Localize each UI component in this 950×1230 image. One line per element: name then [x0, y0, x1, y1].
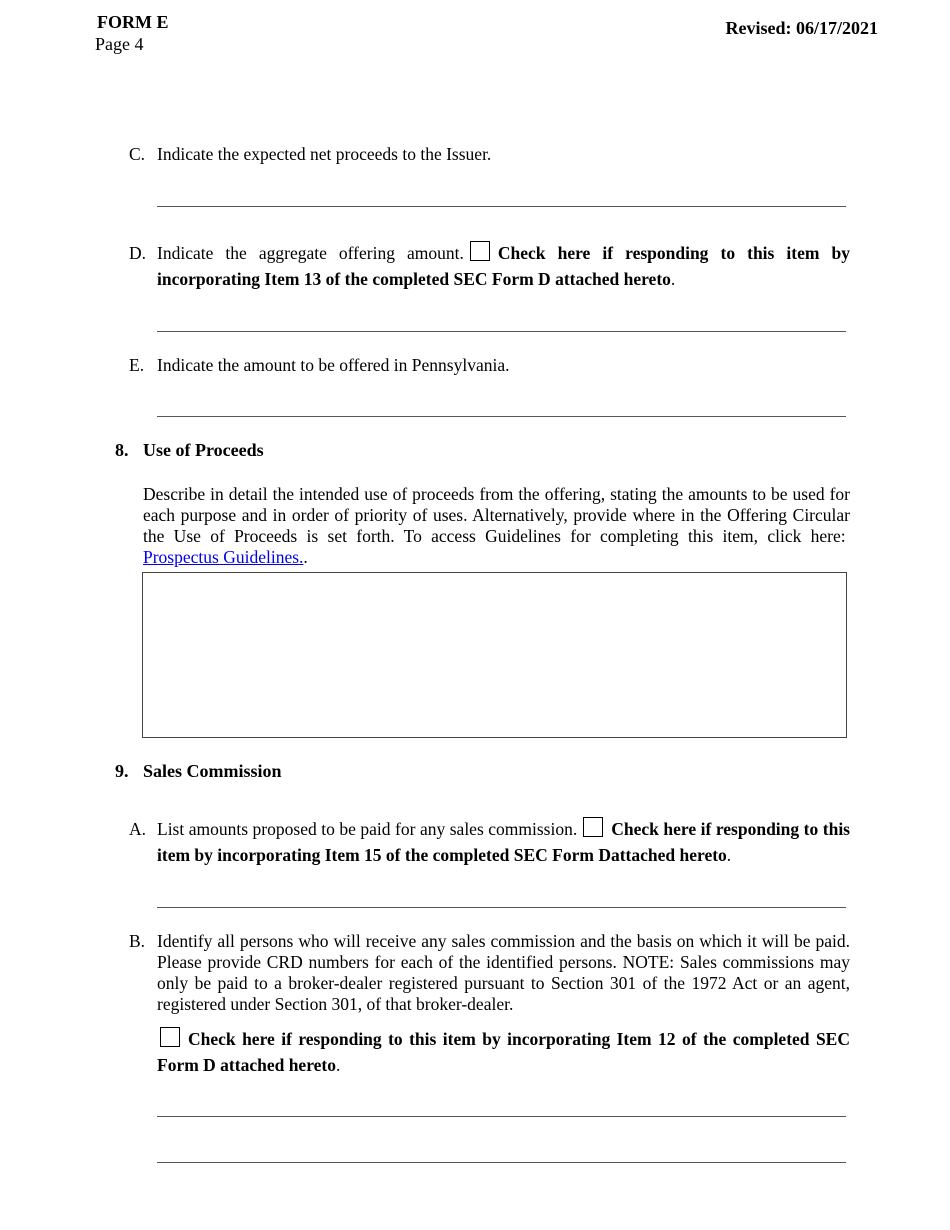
item-9b-check-body	[157, 1026, 850, 1078]
item-d-answer-line[interactable]	[157, 331, 846, 332]
item-9b-checkbox[interactable]	[160, 1027, 180, 1047]
item-9b-check-text: Check here if responding to this item by incorporating Item 12 of the completed SEC Form D attached hereto	[157, 1029, 850, 1075]
item-d-label: D.	[129, 243, 147, 263]
item-9b	[129, 931, 850, 1015]
section-8-title: Use of Proceeds	[143, 440, 264, 460]
item-c-label: C.	[129, 144, 146, 164]
item-9a-trail: .	[726, 845, 732, 865]
item-9a-checkbox[interactable]	[583, 817, 603, 837]
item-e-answer-line[interactable]	[157, 416, 846, 417]
item-e	[129, 352, 850, 378]
section-9-heading	[115, 761, 282, 782]
item-c	[129, 141, 850, 167]
use-of-proceeds-textbox[interactable]	[142, 572, 847, 738]
item-9a	[129, 816, 850, 868]
section-9-number: 9.	[115, 761, 129, 781]
page-number: Page 4	[95, 34, 144, 54]
item-9b-text: Identify all persons who will receive any sales commission and the basis on which it will be paid. Please provide CRD numbers for each of the identified persons. NOTE: Sales commissions may only be paid to a broker-dealer registered pursuant to Section 301 of the 1972 Act or an agent, registered under Section 301, of that broker-dealer.	[157, 931, 850, 1014]
item-9a-body	[157, 816, 850, 868]
item-9b-check	[157, 1026, 850, 1078]
item-d-body	[157, 240, 850, 292]
item-9a-answer-line[interactable]	[157, 907, 846, 908]
section-8-heading	[115, 440, 264, 461]
section-8-description	[143, 484, 850, 568]
item-d-checkbox[interactable]	[470, 241, 490, 261]
section-8-link-trail: .	[303, 547, 308, 567]
section-8-number: 8.	[115, 440, 129, 460]
item-c-answer-line[interactable]	[157, 206, 846, 207]
item-9b-answer-line-1[interactable]	[157, 1116, 846, 1117]
item-d-text: Indicate the aggregate offering amount.	[157, 243, 464, 263]
section-9-title: Sales Commission	[143, 761, 282, 781]
item-c-text: Indicate the expected net proceeds to the Issuer.	[157, 144, 492, 164]
item-e-text: Indicate the amount to be offered in Pennsylvania.	[157, 355, 510, 375]
item-9a-text: List amounts proposed to be paid for any sales commission.	[157, 819, 578, 839]
item-9a-label: A.	[129, 819, 147, 839]
item-d	[129, 240, 850, 292]
item-d-trail: .	[670, 269, 676, 289]
prospectus-guidelines-link[interactable]: Prospectus Guidelines.	[143, 547, 304, 567]
revised-date: Revised: 06/17/2021	[725, 18, 878, 38]
item-9b-answer-line-2[interactable]	[157, 1162, 846, 1163]
form-label: FORM E	[97, 12, 169, 32]
item-d-check-text: Check here if responding to this item by incorporating Item 13 of the completed SEC Form D attached hereto	[157, 243, 850, 289]
item-9b-trail: .	[336, 1055, 341, 1075]
item-9b-label: B.	[129, 931, 146, 951]
section-8-description-text: Describe in detail the intended use of proceeds from the offering, stating the amounts to be used for each purpose and in order of priority of uses. Alternatively, provide where in the Offering Circular the Use of Proceeds is set forth. To access Guidelines for completing this item, click here:	[143, 484, 850, 546]
item-9a-check-text: Check here if responding to this item by incorporating Item 15 of the completed SEC Form Dattached hereto	[157, 819, 850, 865]
item-e-label: E.	[129, 355, 145, 375]
